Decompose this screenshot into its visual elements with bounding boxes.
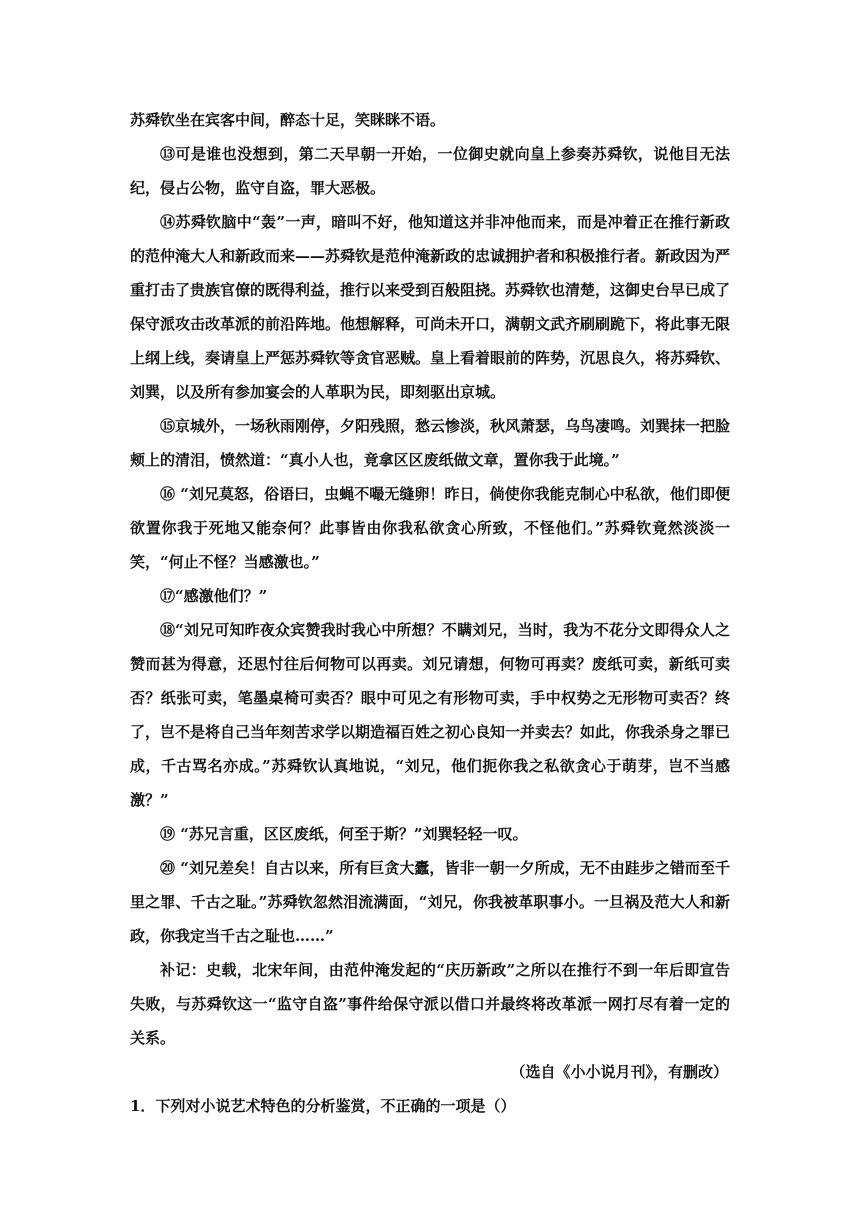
paragraph: ⑱“刘兄可知昨夜众宾赞我时我心中所想？不瞒刘兄，当时，我为不花分文即得众人之赞而甚为得意，还思忖往后何物可以再卖。刘兄请想，何物可再卖？废纸可卖，新纸可卖否？纸张可卖，笔墨桌椅可卖否？眼中可见之有形物可卖，手中权势之无形物可卖否？终了，岂不是将自己当年刻苦求学以期造福百姓之初心良知一并卖去？如此，你我杀身之罪已成，千古骂名亦成。”苏舜钦认真地说，“刘兄，他们扼你我之私欲贪心于萌芽，岂不当感激？” bbox=[130, 621, 731, 809]
paragraph: ⑭苏舜钦脑中“轰”一声，暗叫不好，他知道这并非冲他而来，而是冲着正在推行新政的范仲淹大人和新政而来——苏舜钦是范仲淹新政的忠诚拥护者和积极推行者。新政因为严重打击了贵族官僚的既得利益，推行以来受到百般阻挠。苏舜钦也清楚，这御史台早已成了保守派攻击改革派的前沿阵地。他想解释，可尚未开口，满朝文武齐刷刷跪下，将此事无限上纲上线，奏请皇上严惩苏舜钦等贪官恶贼。皇上看着眼前的阵势，沉思良久，将苏舜钦、刘巽，以及所有参加宴会的人革职为民，即刻驱出京城。 bbox=[130, 213, 731, 401]
paragraph: ⑬可是谁也没想到，第二天早朝一开始，一位御史就向皇上参奏苏舜钦，说他目无法纪，侵占公物，监守自盗，罪大恶极。 bbox=[130, 145, 730, 197]
paragraph: ⑮京城外，一场秋雨刚停，夕阳残照，愁云惨淡，秋风萧瑟，乌鸟凄鸣。刘巽抹一把脸颊上的清泪，愤然道：“真小人也，竟拿区区废纸做文章，置你我于此境。” bbox=[130, 417, 731, 469]
paragraph: 补记：史载，北宋年间，由范仲淹发起的“庆历新政”之所以在推行不到一年后即宣告失败，与苏舜钦这一“监守自盗”事件给保守派以借口并最终将改革派一网打尽有着一定的关系。 bbox=[130, 961, 730, 1047]
question-1: 1．下列对小说艺术特色的分析鉴赏，不正确的一项是（） bbox=[130, 1097, 516, 1115]
paragraph: ⑳ “刘兄差矣！自古以来，所有巨贪大蠹，皆非一朝一夕所成，无不由跬步之错而至千里之罪、千古之耻。”苏舜钦忽然泪流满面，“刘兄，你我被革职事小。一旦祸及范大人和新政，你我定当千古之耻也……” bbox=[130, 859, 730, 945]
source-citation: （选自《小小说月刊》，有删改） bbox=[510, 1063, 728, 1081]
paragraph: ⑰“感激他们？” bbox=[160, 587, 268, 605]
article-body bbox=[130, 103, 730, 1055]
paragraph: ⑯ “刘兄莫怒，俗语曰，虫蝇不嘬无缝卵！昨日，倘使你我能克制心中私欲，他们即便欲置你我于死地又能奈何？此事皆由你我私欲贪心所致，不怪他们。”苏舜钦竟然淡淡一笑，“何止不怪？当感激也。” bbox=[130, 485, 730, 571]
paragraph: ⑲ “苏兄言重，区区废纸，何至于斯？”刘巽轻轻一叹。 bbox=[160, 825, 528, 843]
paragraph: 苏舜钦坐在宾客中间，醉态十足，笑眯眯不语。 bbox=[130, 111, 446, 129]
